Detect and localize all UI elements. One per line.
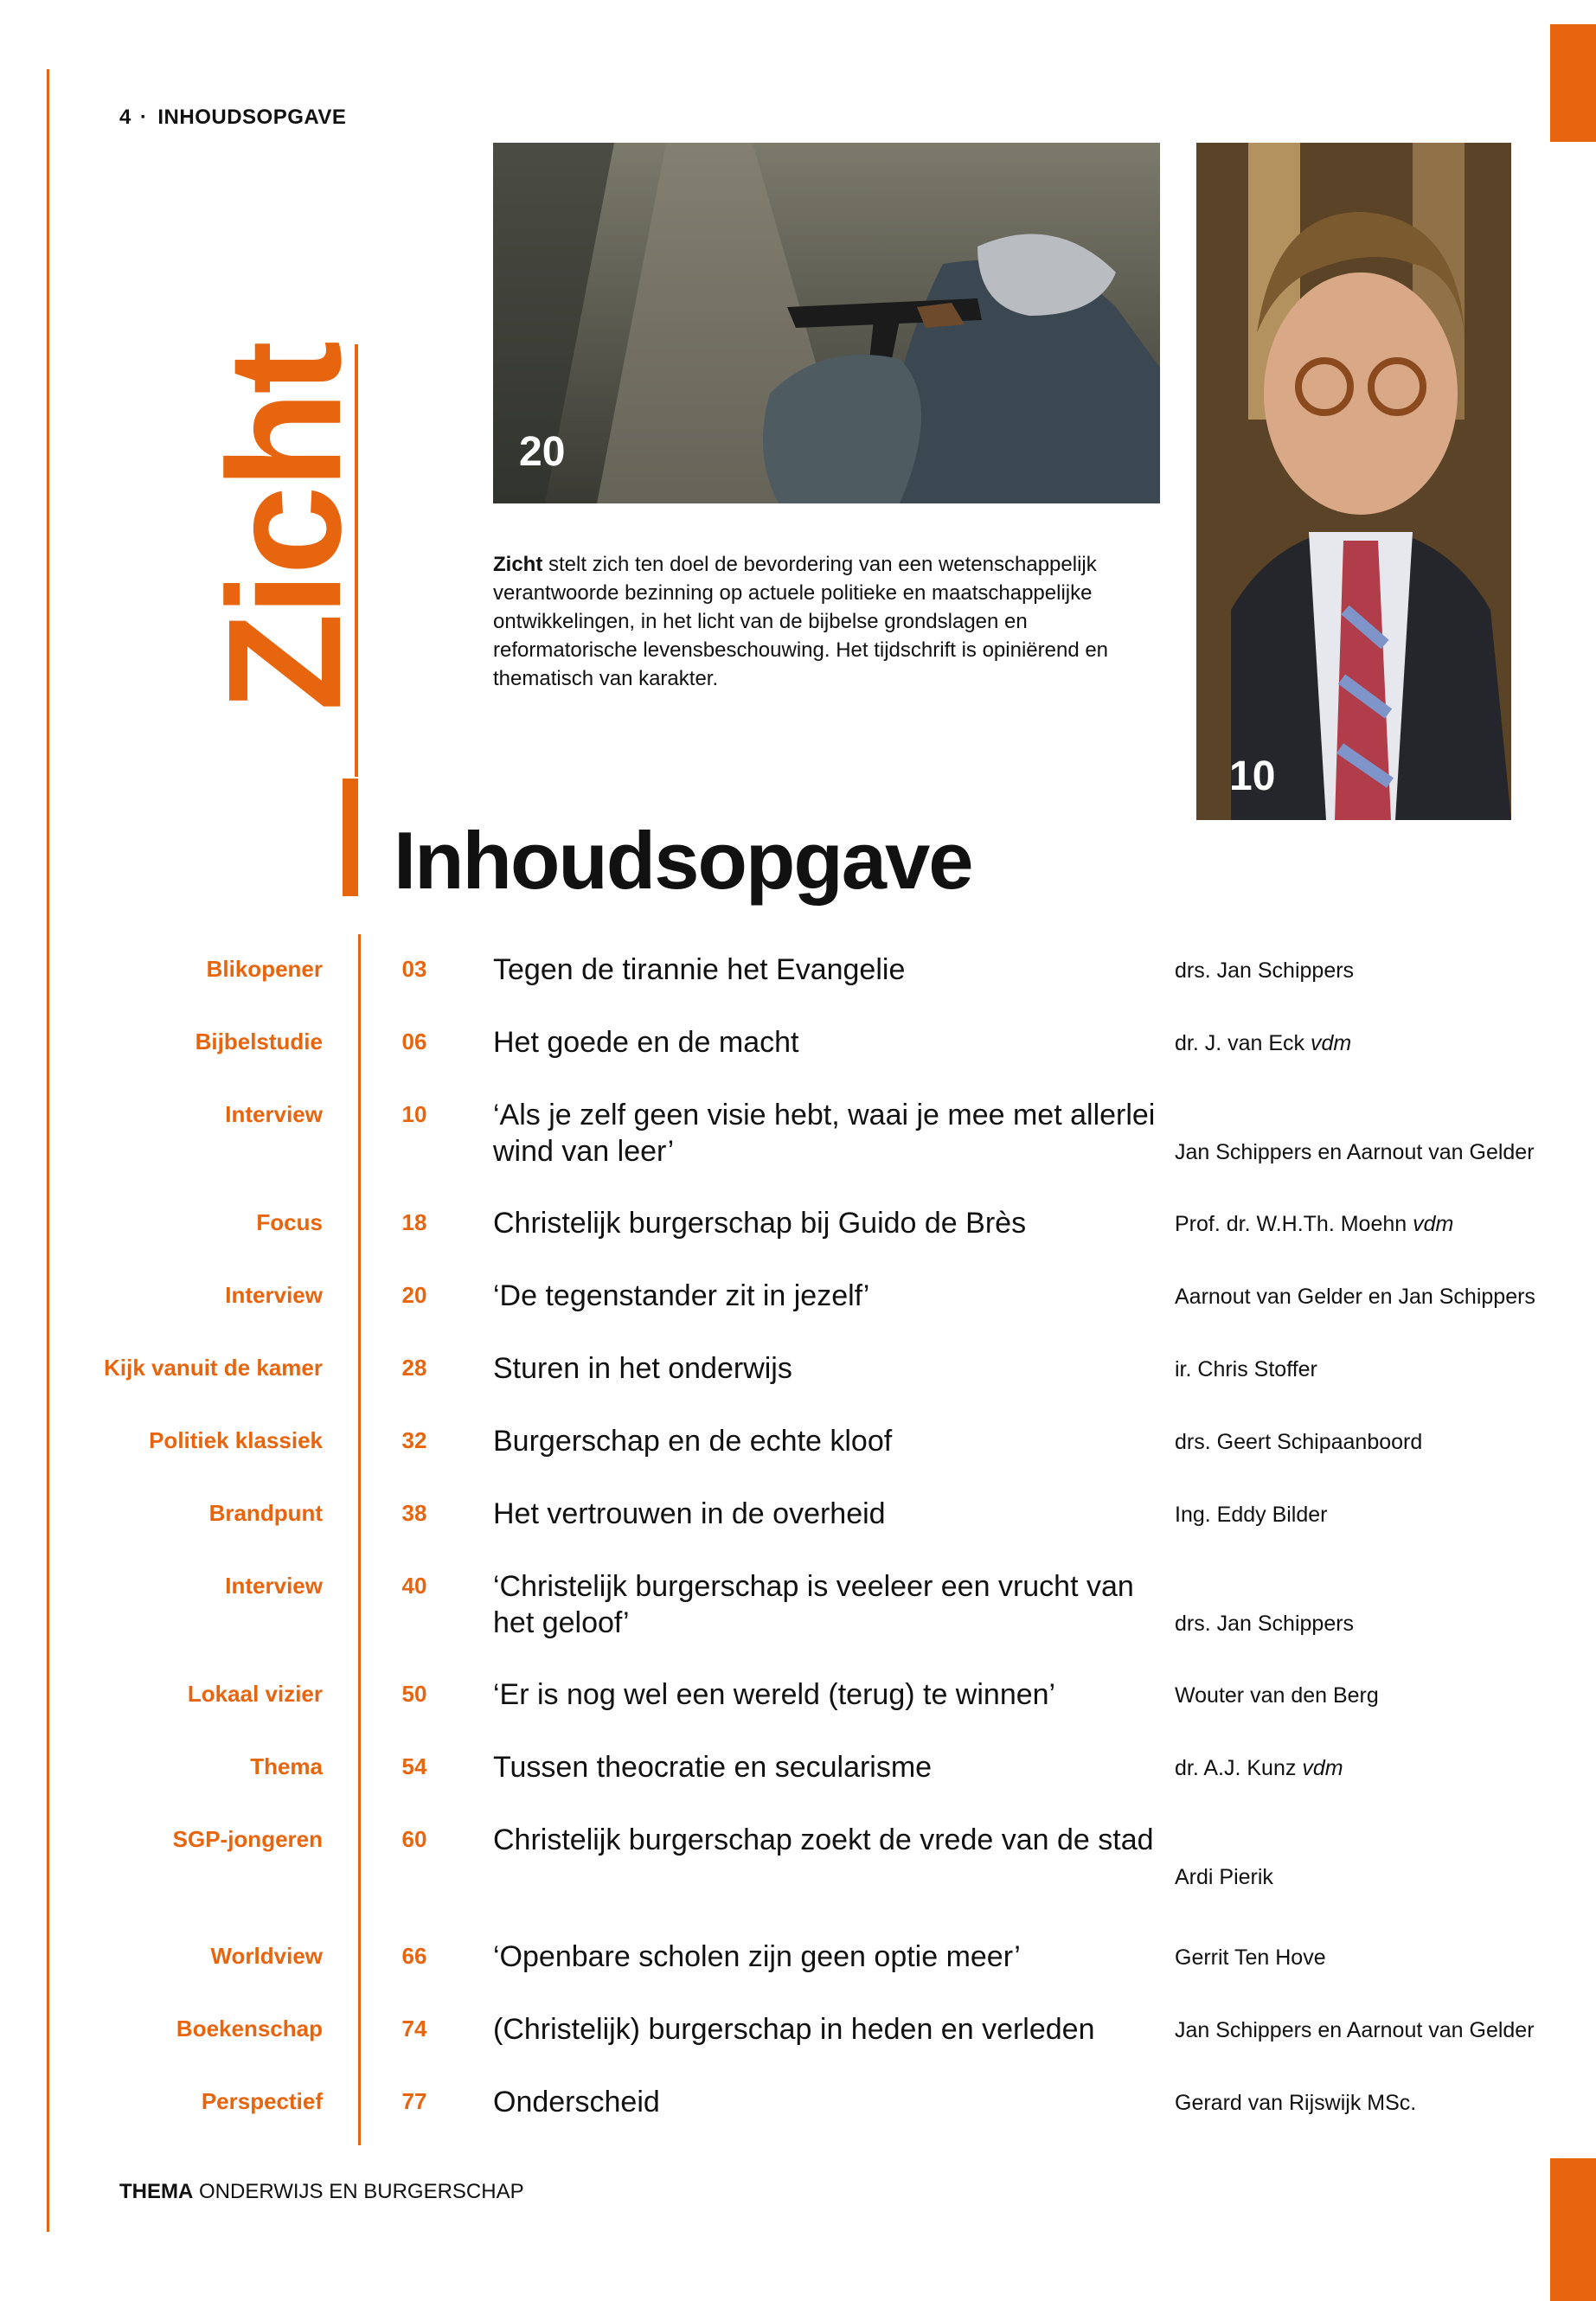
- toc-author-name: Aarnout van Gelder en Jan Schippers: [1175, 1285, 1535, 1309]
- toc-title: Burgerschap en de echte kloof: [493, 1425, 893, 1458]
- toc-page-number: 74: [401, 2016, 427, 2041]
- page-title: Inhoudsopgave: [394, 815, 972, 906]
- toc-title: Tussen theocratie en secularisme: [493, 1751, 933, 1784]
- toc-page-number: 06: [401, 1029, 427, 1054]
- toc-author-name: Gerard van Rijswijk MSc.: [1175, 2091, 1417, 2115]
- footer: [119, 2180, 524, 2204]
- toc-title: ‘De tegenstander zit in jezelf’: [493, 1279, 870, 1312]
- toc-page-number: 66: [401, 1943, 427, 1969]
- toc-author: [1175, 955, 1354, 986]
- toc-section: Interview: [225, 1101, 323, 1127]
- photo-portrait-illustration: [1196, 143, 1511, 820]
- footer-text: ONDERWIJS EN BURGERSCHAP: [199, 2180, 524, 2203]
- toc-title: Het vertrouwen in de overheid: [493, 1497, 886, 1530]
- toc-page-number: 28: [401, 1355, 427, 1381]
- toc-entry[interactable]: [0, 1026, 1596, 1061]
- toc-section: Kijk vanuit de kamer: [104, 1355, 323, 1381]
- toc-title: ‘Christelijk burgerschap is veeleer een vrucht van het geloof’: [493, 1570, 1134, 1639]
- toc-page-number: 40: [401, 1573, 427, 1599]
- toc-section: Interview: [225, 1573, 323, 1599]
- photo-portrait-number: 10: [1229, 753, 1276, 799]
- toc-author: [1175, 1753, 1343, 1784]
- toc-entry[interactable]: [0, 1279, 1596, 1314]
- toc-author: [1175, 2015, 1535, 2046]
- toc-author-name: drs. Jan Schippers: [1175, 958, 1355, 983]
- intro-text: stelt zich ten doel de bevordering van een wetenschappelijk verantwoorde bezinning op actuele politieke en maatschappelijke ontwikkelingen, in het licht van de bijbelse grondslagen en reformatorische levensbeschouwing. Het tijdschrift is opiniërend en thematisch van karakter.: [493, 553, 1109, 690]
- toc-section: Interview: [225, 1282, 323, 1308]
- page-header: 4 · INHOUDSOPGAVE: [119, 106, 347, 129]
- toc-page-number: 03: [401, 956, 427, 982]
- toc-section: Focus: [256, 1209, 323, 1235]
- toc-entry[interactable]: [0, 1425, 1596, 1459]
- toc-author-name: Ing. Eddy Bilder: [1175, 1503, 1328, 1527]
- toc-entry[interactable]: [0, 2086, 1596, 2120]
- toc-author-name: Jan Schippers en Aarnout van Gelder: [1175, 1140, 1535, 1164]
- toc-entry[interactable]: [0, 1099, 1596, 1168]
- photo-gunman-illustration: [493, 143, 1160, 503]
- toc-author: [1175, 1426, 1422, 1458]
- brand-logo: Zicht: [195, 343, 375, 712]
- toc-section: Brandpunt: [208, 1500, 323, 1526]
- toc-author: [1175, 1281, 1535, 1312]
- toc-author: [1175, 1354, 1317, 1385]
- toc-section: Lokaal vizier: [187, 1681, 323, 1707]
- toc-section: Thema: [250, 1753, 323, 1779]
- toc-author-name: Ardi Pierik: [1175, 1865, 1273, 1889]
- toc-section: Boekenschap: [176, 2016, 323, 2041]
- toc-entry[interactable]: [0, 953, 1596, 988]
- toc-entry[interactable]: [0, 1678, 1596, 1713]
- toc-title: ‘Als je zelf geen visie hebt, waai je mee met allerlei wind van leer’: [493, 1099, 1156, 1168]
- toc-entry[interactable]: [0, 1352, 1596, 1387]
- toc-page-number: 20: [401, 1282, 427, 1308]
- toc-title: Christelijk burgerschap zoekt de vrede van de stad: [493, 1823, 1154, 1856]
- margin-rule: [47, 69, 49, 2232]
- toc-section: Blikopener: [206, 956, 323, 982]
- toc-entry[interactable]: [0, 1570, 1596, 1639]
- toc-author-name: Wouter van den Berg: [1175, 1683, 1379, 1708]
- toc-page-number: 54: [401, 1753, 427, 1779]
- toc-author-suffix: vdm: [1311, 1031, 1352, 1055]
- toc-author: [1175, 1942, 1326, 1973]
- toc-author-name: Prof. dr. W.H.Th. Moehn: [1175, 1212, 1407, 1236]
- toc-author: [1175, 1499, 1328, 1530]
- edge-tab-top: [1550, 24, 1596, 142]
- toc-page-number: 32: [401, 1427, 427, 1453]
- toc-title: ‘Er is nog wel een wereld (terug) te winnen’: [493, 1678, 1056, 1711]
- toc-author: [1175, 1862, 1273, 1893]
- toc-author-name: drs. Geert Schipaanboord: [1175, 1430, 1423, 1454]
- toc-section: Perspectief: [201, 2088, 323, 2114]
- toc-page-number: 38: [401, 1500, 427, 1526]
- edge-tab-bottom: [1550, 2158, 1596, 2301]
- toc-page-number: 18: [401, 1209, 427, 1235]
- toc-title: Onderscheid: [493, 2086, 660, 2118]
- photo-gunman: [493, 143, 1160, 503]
- toc-author: [1175, 2087, 1416, 2118]
- toc-page-number: 77: [401, 2088, 427, 2114]
- toc-title: Sturen in het onderwijs: [493, 1352, 792, 1385]
- toc-author-name: drs. Jan Schippers: [1175, 1612, 1355, 1636]
- toc-page-number: 50: [401, 1681, 427, 1707]
- toc-entry[interactable]: [0, 1207, 1596, 1241]
- toc-author: [1175, 1608, 1354, 1639]
- toc-page-number: 10: [401, 1101, 427, 1127]
- footer-label: THEMA: [119, 2180, 194, 2203]
- toc-author-name: Gerrit Ten Hove: [1175, 1945, 1326, 1970]
- toc-entry[interactable]: [0, 1940, 1596, 1975]
- toc-entry[interactable]: [0, 1751, 1596, 1785]
- toc-title: Tegen de tirannie het Evangelie: [493, 953, 906, 986]
- toc-section: Politiek klassiek: [149, 1427, 323, 1453]
- heading-accent-bar: [343, 779, 358, 896]
- toc-author-suffix: vdm: [1302, 1756, 1343, 1780]
- toc-author-name: dr. A.J. Kunz: [1175, 1756, 1297, 1780]
- toc-author-name: Jan Schippers en Aarnout van Gelder: [1175, 2018, 1535, 2042]
- photo-portrait: [1196, 143, 1511, 820]
- toc-author: [1175, 1137, 1535, 1168]
- photo-gunman-number: 20: [519, 429, 566, 475]
- toc-page-number: 60: [401, 1826, 427, 1852]
- intro-lead: Zicht: [493, 553, 543, 576]
- page-number: 4: [119, 106, 131, 129]
- toc-author: [1175, 1208, 1453, 1240]
- toc-title: Het goede en de macht: [493, 1026, 799, 1059]
- toc-title: Christelijk burgerschap bij Guido de Brès: [493, 1207, 1027, 1240]
- toc-section: Bijbelstudie: [195, 1029, 323, 1054]
- toc-author-name: ir. Chris Stoffer: [1175, 1357, 1317, 1381]
- section-label: INHOUDSOPGAVE: [157, 106, 347, 129]
- toc-title: (Christelijk) burgerschap in heden en verleden: [493, 2013, 1095, 2046]
- toc-entry[interactable]: [0, 2013, 1596, 2048]
- brand-wrapper: [195, 343, 375, 712]
- toc-entry[interactable]: [0, 1823, 1596, 1889]
- toc-entry[interactable]: [0, 1497, 1596, 1532]
- intro-paragraph: [493, 550, 1142, 693]
- toc-title: ‘Openbare scholen zijn geen optie meer’: [493, 1940, 1021, 1973]
- toc-author: [1175, 1028, 1351, 1059]
- toc-section: Worldview: [210, 1943, 323, 1969]
- toc-author-name: dr. J. van Eck: [1175, 1031, 1305, 1055]
- toc-author: [1175, 1680, 1379, 1711]
- toc-section: SGP-jongeren: [172, 1826, 323, 1852]
- toc-author-suffix: vdm: [1413, 1212, 1454, 1236]
